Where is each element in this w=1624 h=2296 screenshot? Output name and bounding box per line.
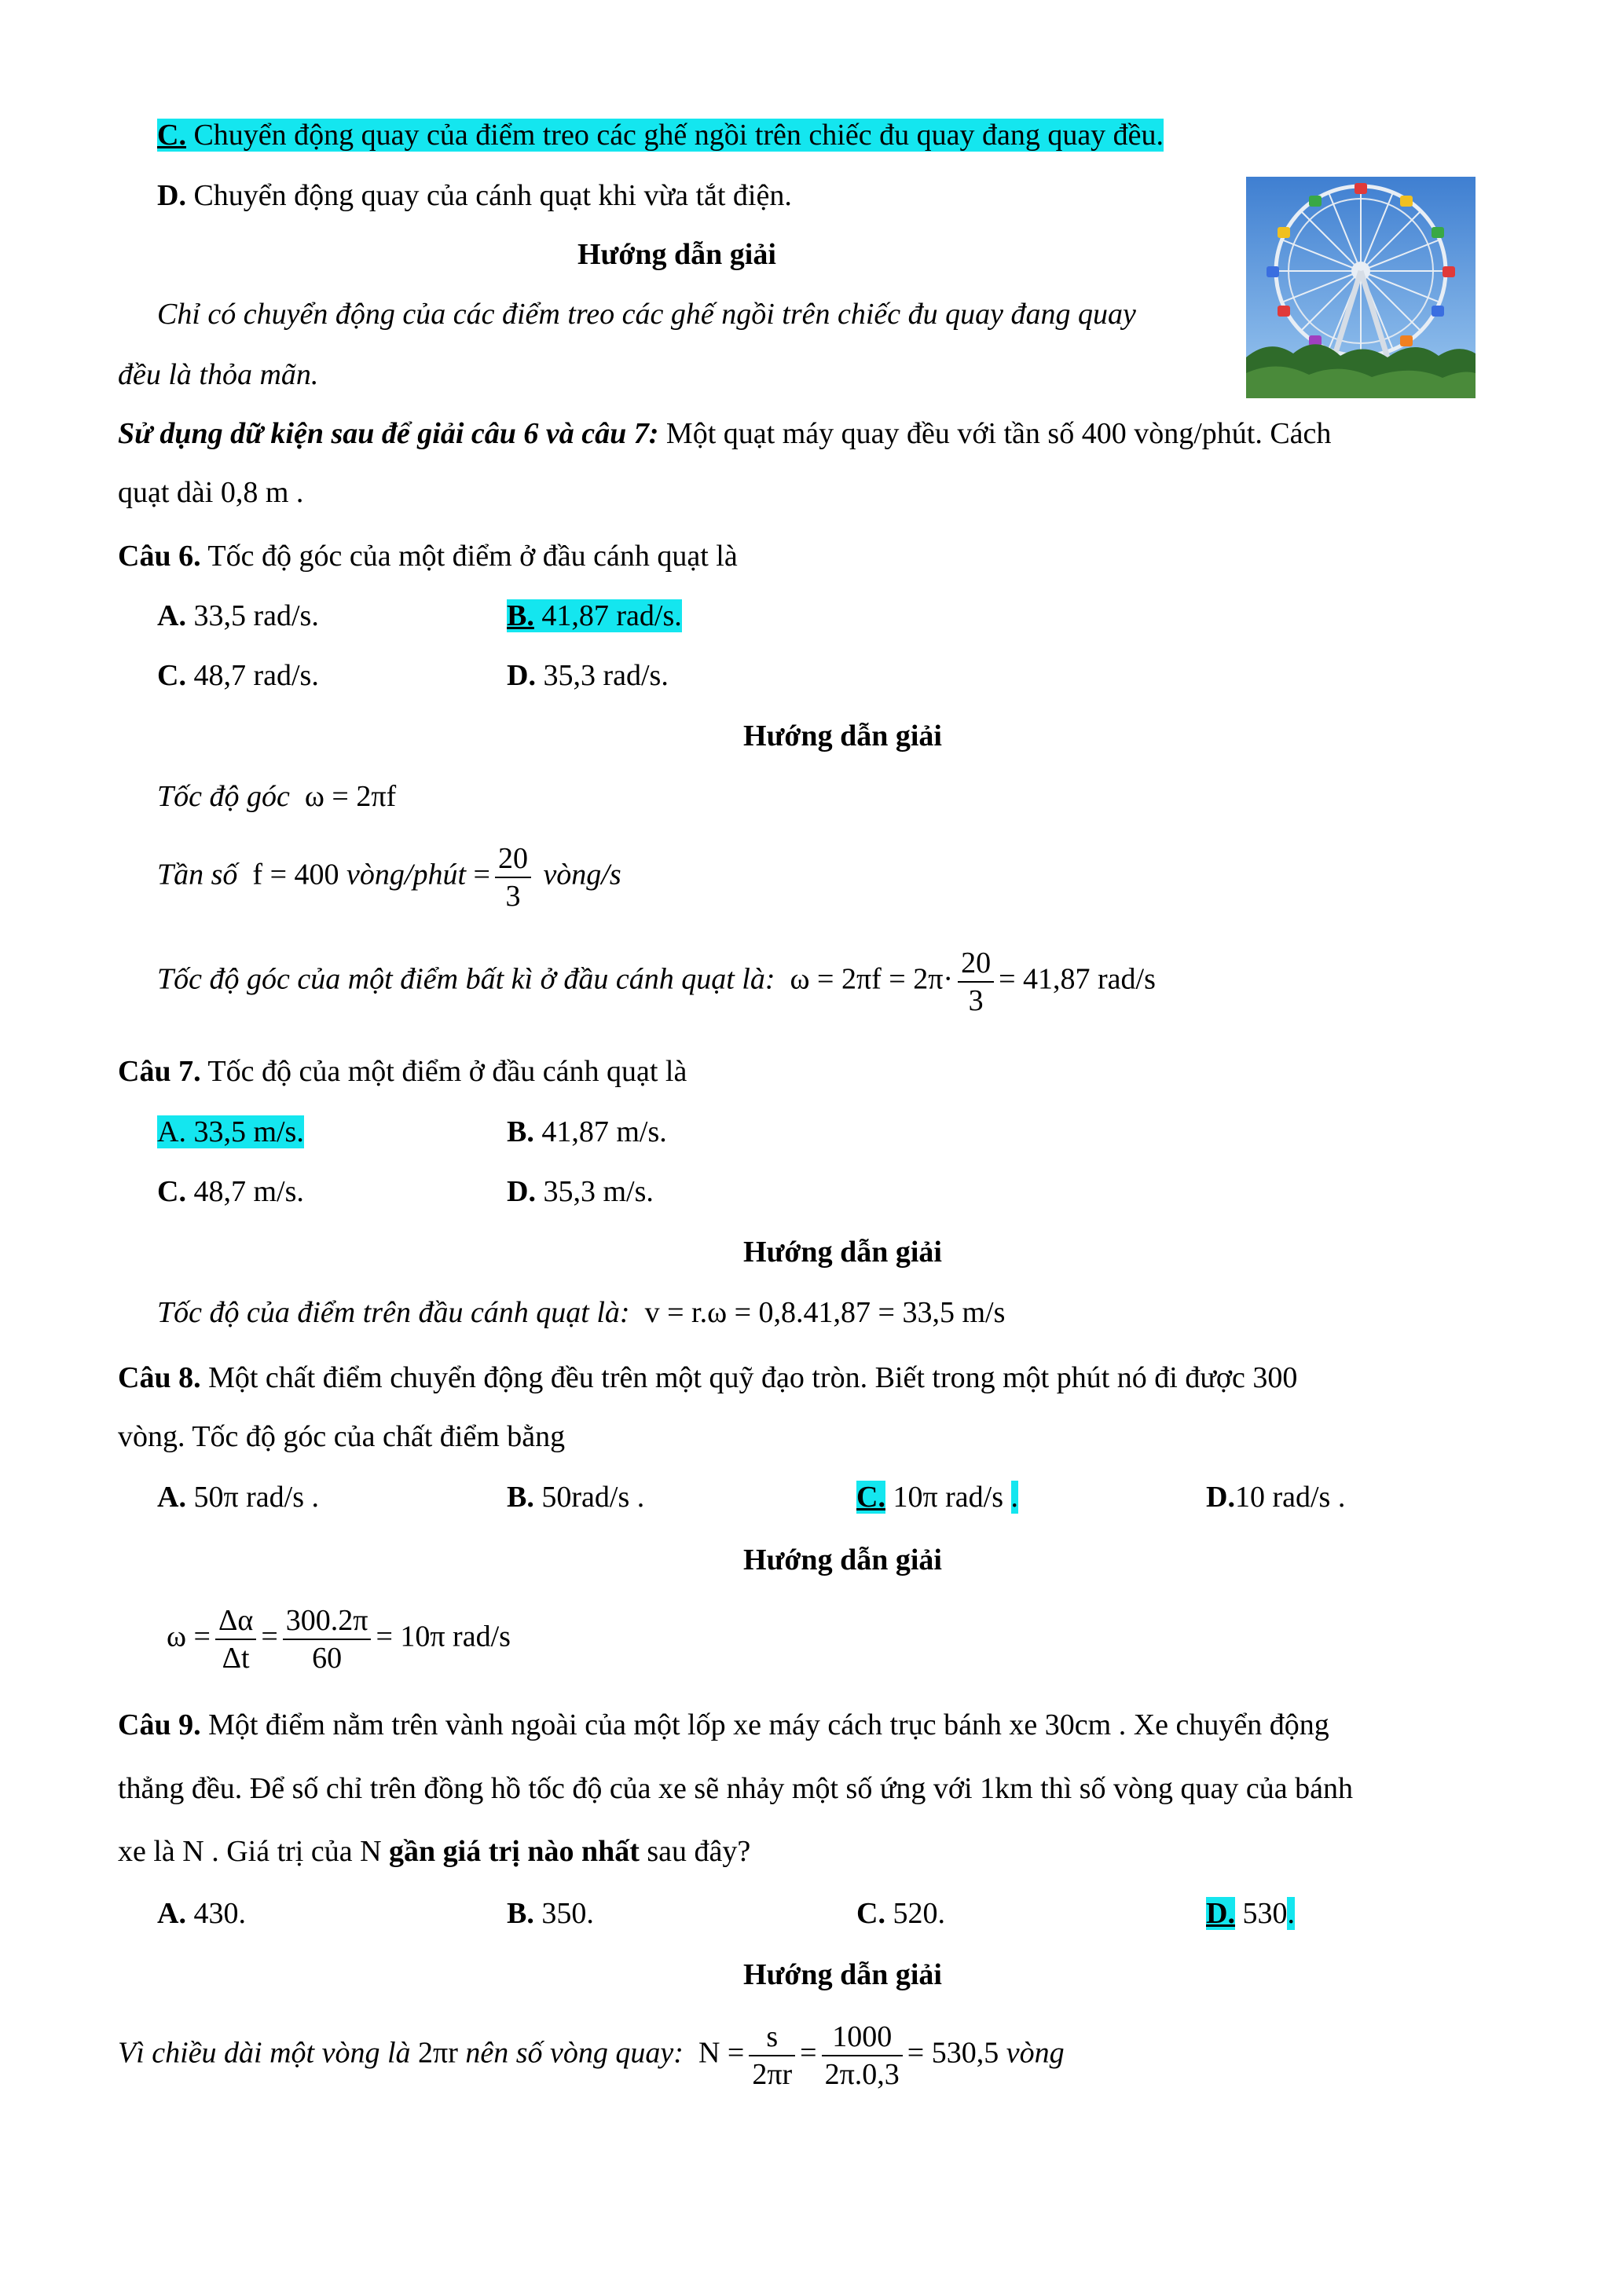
numerator: s — [766, 2020, 779, 2053]
question-label: Câu 8. — [118, 1361, 201, 1394]
question-9-line-2: thẳng đều. Để số chỉ trên đồng hồ tốc độ của xe sẽ nhảy một số ứng với 1km thì số vòng quay của bánh — [118, 1772, 1354, 1805]
fraction — [215, 1602, 256, 1676]
option-text: 35,3 m/s. — [535, 1175, 654, 1208]
option-letter: D. — [157, 179, 186, 212]
question-label: Câu 6. — [118, 540, 201, 573]
option-dot: . — [1287, 1897, 1295, 1930]
solution-text: vòng — [1006, 2036, 1065, 2070]
question-6 — [118, 537, 738, 575]
option-letter: B. — [507, 1115, 534, 1148]
q6-option-c — [157, 657, 319, 694]
formula: = 530,5 — [907, 2036, 999, 2070]
data-lead: Sử dụng dữ kiện sau để giải câu 6 và câu 7: — [118, 417, 659, 450]
option-text: Chuyển động quay của điểm treo các ghế ngồi trên chiếc đu quay đang quay đều. — [185, 119, 1164, 152]
solution-text: Tốc độ góc của một điểm bất kì ở đầu cánh quạt là: — [157, 962, 775, 996]
solution-text: vòng/s — [543, 858, 621, 892]
solution-text: Tốc độ góc — [157, 780, 290, 813]
question-7 — [118, 1053, 687, 1090]
q6-option-a — [157, 597, 319, 635]
option-letter: A. — [157, 599, 186, 632]
option-text: 430. — [185, 1897, 246, 1930]
option-letter: C. — [157, 119, 186, 152]
solution-text: Tần số — [157, 858, 238, 892]
solution-line — [167, 1602, 511, 1689]
solution-heading: Hướng dẫn giải — [743, 1543, 942, 1576]
option-text: 350. — [533, 1897, 594, 1930]
solution-text: đều là thỏa mãn. — [118, 358, 319, 391]
formula: 2πr — [418, 2036, 458, 2070]
option-letter: C. — [856, 1481, 885, 1514]
numerator: 300.2π — [285, 1604, 368, 1637]
solution-heading: Hướng dẫn giải — [577, 238, 776, 271]
option-text: 48,7 rad/s. — [185, 659, 319, 692]
denominator: 3 — [958, 981, 994, 1019]
fraction — [749, 2019, 795, 2093]
q5-option-c — [157, 116, 1164, 154]
solution-text: Tốc độ của điểm trên đầu cánh quạt là: — [157, 1296, 630, 1329]
solution-line — [157, 778, 396, 815]
formula: ω = — [167, 1620, 211, 1653]
fraction — [958, 945, 994, 1019]
q9-option-b — [507, 1895, 594, 1932]
q9-option-d — [1206, 1895, 1295, 1932]
formula: = 41,87 rad/s — [999, 962, 1156, 996]
data-text: Một quạt máy quay đều với tần số 400 vòng/phút. Cách — [658, 417, 1332, 450]
option-text: 41,87 rad/s. — [533, 599, 682, 632]
option-letter: B. — [507, 1481, 534, 1514]
numerator: 1000 — [832, 2020, 893, 2053]
option-letter: C. — [157, 659, 186, 692]
q7-option-d — [507, 1173, 654, 1210]
formula: v = r.ω = 0,8.41,87 = 33,5 m/s — [644, 1296, 1006, 1329]
q5-option-d — [157, 177, 792, 214]
fraction — [283, 1602, 372, 1676]
option-letter: D. — [507, 659, 536, 692]
question-9 — [118, 1706, 1329, 1744]
option-text: A. 33,5 m/s. — [157, 1115, 304, 1148]
q7-option-a — [157, 1113, 304, 1151]
q6-option-d — [507, 657, 669, 694]
numerator: 20 — [961, 947, 992, 980]
question-emphasis: gần giá trị nào nhất — [389, 1835, 640, 1868]
question-8-line-2: vòng. Tốc độ góc của chất điểm bằng — [118, 1420, 566, 1453]
option-letter: D. — [507, 1175, 536, 1208]
option-text: 10 rad/s . — [1234, 1481, 1346, 1514]
solution-text: vòng/phút — [346, 858, 466, 892]
q8-option-b — [507, 1478, 644, 1516]
q7-option-b — [507, 1113, 667, 1151]
formula: N = — [698, 2036, 745, 2070]
fraction — [495, 840, 531, 914]
option-letter: A. — [157, 1481, 186, 1514]
option-text: 10π rad/s — [885, 1481, 1011, 1514]
option-text: 50π rad/s . — [185, 1481, 320, 1514]
question-text: Tốc độ của một điểm ở đầu cánh quạt là — [200, 1055, 687, 1088]
question-label: Câu 9. — [118, 1708, 201, 1741]
option-letter: C. — [157, 1175, 186, 1208]
q8-option-d — [1206, 1478, 1345, 1516]
option-text: Chuyển động quay của cánh quạt khi vừa tắt điện. — [185, 179, 792, 212]
option-text: 35,3 rad/s. — [535, 659, 669, 692]
option-text: 33,5 rad/s. — [185, 599, 319, 632]
solution-line — [157, 945, 1156, 1023]
option-letter: D. — [1206, 1897, 1235, 1930]
formula: = 10π rad/s — [376, 1620, 511, 1653]
option-letter: B. — [507, 599, 534, 632]
q7-option-c — [157, 1173, 304, 1210]
numerator: Δα — [218, 1604, 254, 1637]
question-text: xe là N . Giá trị của N — [118, 1835, 390, 1868]
numerator: 20 — [497, 842, 528, 875]
data-statement — [118, 415, 1331, 452]
solution-line — [118, 2019, 1065, 2105]
option-letter: A. — [157, 1897, 186, 1930]
denominator: 2πr — [749, 2055, 795, 2093]
q8-option-a — [157, 1478, 319, 1516]
question-text: Một chất điểm chuyển động đều trên một quỹ đạo tròn. Biết trong một phút nó đi được 300 — [200, 1361, 1298, 1394]
solution-text: nên số vòng quay: — [465, 2036, 684, 2070]
option-letter: C. — [856, 1897, 885, 1930]
option-dot: . — [1010, 1481, 1019, 1514]
q9-option-c — [856, 1895, 945, 1932]
solution-text: Vì chiều dài một vòng là — [118, 2036, 411, 2070]
denominator: Δt — [215, 1639, 256, 1676]
solution-heading: Hướng dẫn giải — [743, 1236, 942, 1269]
option-text: 41,87 m/s. — [533, 1115, 667, 1148]
option-letter: B. — [507, 1897, 534, 1930]
option-text: 530 — [1234, 1897, 1288, 1930]
option-letter: D. — [1206, 1481, 1235, 1514]
option-text: 50rad/s . — [533, 1481, 645, 1514]
equals-sign: = — [261, 1620, 278, 1653]
fraction — [822, 2019, 903, 2093]
ferris-wheel-image — [1246, 177, 1476, 398]
question-text: sau đây? — [639, 1835, 751, 1868]
question-label: Câu 7. — [118, 1055, 201, 1088]
formula: f = 400 — [252, 858, 339, 892]
denominator: 2π.0,3 — [822, 2055, 903, 2093]
question-9-line-3 — [118, 1833, 750, 1870]
denominator: 3 — [495, 877, 531, 914]
denominator: 60 — [283, 1639, 372, 1676]
formula: ω = 2πf — [304, 780, 397, 813]
data-statement-2: quạt dài 0,8 m . — [118, 476, 304, 509]
solution-heading: Hướng dẫn giải — [743, 720, 942, 753]
question-text: Một điểm nằm trên vành ngoài của một lốp xe máy cách trục bánh xe 30cm . Xe chuyển động — [200, 1708, 1329, 1741]
solution-line — [157, 840, 621, 919]
q6-option-b — [507, 597, 682, 635]
q8-option-c — [856, 1478, 1018, 1516]
solution-text: Chỉ có chuyển động của các điểm treo các ghế ngồi trên chiếc đu quay đang quay — [157, 298, 1136, 331]
option-text: 520. — [885, 1897, 945, 1930]
question-8 — [118, 1359, 1297, 1397]
q9-option-a — [157, 1895, 246, 1932]
option-text: 48,7 m/s. — [185, 1175, 304, 1208]
formula: ω = 2πf = 2π· — [790, 962, 954, 996]
solution-heading: Hướng dẫn giải — [743, 1958, 942, 1991]
question-text: Tốc độ góc của một điểm ở đầu cánh quạt là — [200, 540, 738, 573]
solution-line — [157, 1294, 1005, 1331]
equals-sign: = — [473, 858, 490, 892]
equals-sign: = — [800, 2036, 817, 2070]
